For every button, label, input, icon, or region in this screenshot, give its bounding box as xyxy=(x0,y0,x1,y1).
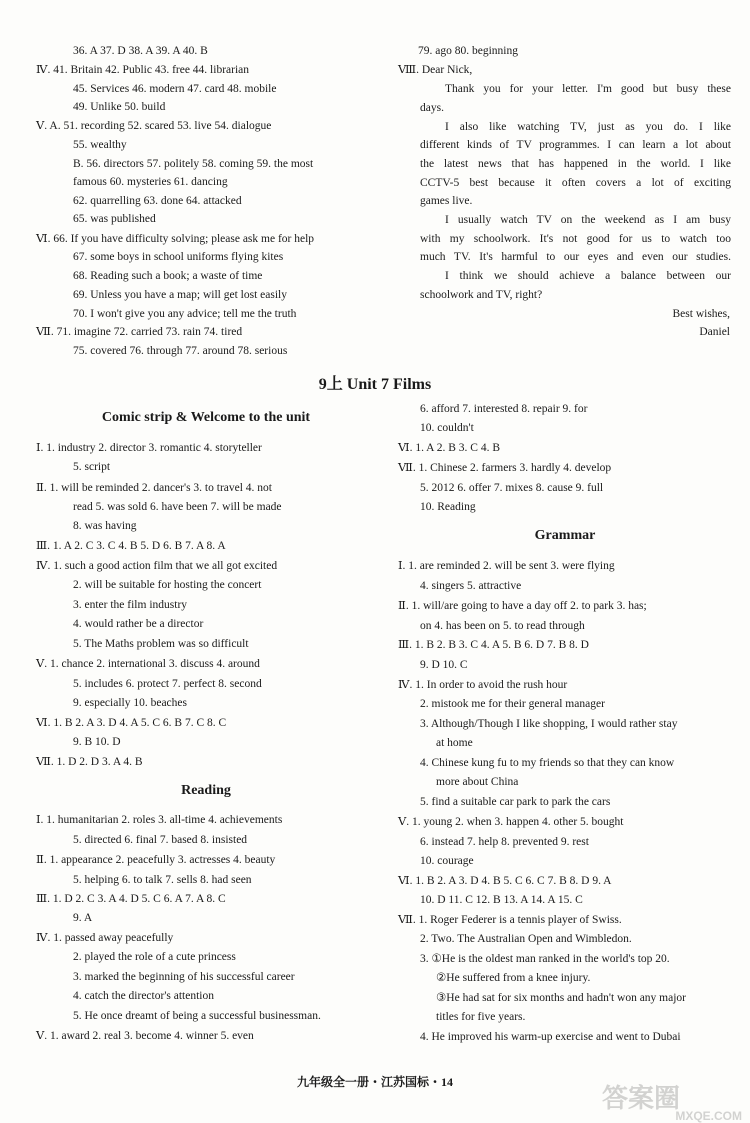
answer-line: 45. Services 46. modern 47. card 48. mobile xyxy=(73,83,277,95)
answer-line: titles for five years. xyxy=(436,1011,526,1023)
answer-line: I think we should achieve a balance between our xyxy=(445,270,731,282)
answer-line: Ⅶ. 71. imagine 72. carried 73. rain 74. tired xyxy=(36,326,243,338)
letter-closing: Best wishes, xyxy=(672,308,730,320)
answer-line: 5. find a suitable car park to park the cars xyxy=(420,796,611,808)
answer-line: Ⅶ. 1. Roger Federer is a tennis player of Swiss. xyxy=(398,914,622,926)
answer-line: days. xyxy=(420,102,444,114)
answer-line: 5. He once dreamt of being a successful businessman. xyxy=(73,1010,321,1022)
answer-line: 3. Although/Though I like shopping, I would rather stay xyxy=(420,718,678,730)
answer-line: Thank you for your letter. I'm good but busy these xyxy=(445,83,731,95)
page-footer: 九年级全一册・江苏国标・14 xyxy=(296,1075,453,1089)
answer-line: Ⅵ. 66. If you have difficulty solving; please ask me for help xyxy=(36,233,315,245)
answer-line: 49. Unlike 50. build xyxy=(73,101,166,113)
answer-line: Ⅴ. A. 51. recording 52. scared 53. live 54. dialogue xyxy=(36,120,272,132)
answer-line: 10. Reading xyxy=(420,501,476,513)
answer-line: 65. was published xyxy=(73,213,156,225)
answer-line: 69. Unless you have a map; will get lost easily xyxy=(73,289,287,301)
answer-line: 3. ①He is the oldest man ranked in the world's top 20. xyxy=(420,953,670,965)
answer-line: Ⅴ. 1. chance 2. international 3. discuss 4. around xyxy=(36,658,260,670)
answer-line: 2. will be suitable for hosting the concert xyxy=(73,579,262,591)
answer-line: Ⅶ. 1. Chinese 2. farmers 3. hardly 4. develop xyxy=(398,462,612,474)
answer-line: 6. afford 7. interested 8. repair 9. for xyxy=(420,403,588,415)
section-title-reading: Reading xyxy=(181,783,231,798)
answer-line: schoolwork and TV, right? xyxy=(420,289,543,301)
answer-line: 3. enter the film industry xyxy=(73,599,188,611)
answer-line: Ⅲ. 1. A 2. C 3. C 4. B 5. D 6. B 7. A 8. A xyxy=(36,540,226,552)
answer-line: Ⅱ. 1. will/are going to have a day off 2. to park 3. has; xyxy=(398,600,647,612)
answer-line: Ⅱ. 1. appearance 2. peacefully 3. actresses 4. beauty xyxy=(36,854,276,866)
answer-line: 4. Chinese kung fu to my friends so that they can know xyxy=(420,757,675,769)
answer-line: Ⅳ. 1. such a good action film that we all got excited xyxy=(36,560,278,572)
answer-line: 10. D 11. C 12. B 13. A 14. A 15. C xyxy=(420,894,583,906)
answer-line: 2. played the role of a cute princess xyxy=(73,951,236,963)
answer-line: Ⅲ. 1. B 2. B 3. C 4. A 5. B 6. D 7. B 8. D xyxy=(398,639,589,651)
answer-line: ③He had sat for six months and hadn't won any major xyxy=(436,992,687,1004)
answer-line: famous 60. mysteries 61. dancing xyxy=(73,176,228,188)
answer-line: ②He suffered from a knee injury. xyxy=(436,972,591,984)
answer-line: Ⅵ. 1. B 2. A 3. D 4. B 5. C 6. C 7. B 8. D 9. A xyxy=(398,875,612,887)
letter-signature: Daniel xyxy=(699,326,730,338)
answer-line: I also like watching TV, just as you do. I like xyxy=(445,121,731,133)
answer-line: 62. quarrelling 63. done 64. attacked xyxy=(73,195,242,207)
answer-line: 79. ago 80. beginning xyxy=(418,45,518,57)
answer-line: Ⅰ. 1. humanitarian 2. roles 3. all-time 4. achievements xyxy=(36,814,283,826)
answer-line: Ⅵ. 1. A 2. B 3. C 4. B xyxy=(398,442,500,454)
answer-line: read 5. was sold 6. have been 7. will be made xyxy=(73,501,282,513)
answer-line: 70. I won't give you any advice; tell me the truth xyxy=(73,308,297,320)
answer-line: different kinds of TV programmes. I can learn a lot about xyxy=(420,139,731,151)
section-title-grammar: Grammar xyxy=(534,528,596,543)
answer-line: 75. covered 76. through 77. around 78. serious xyxy=(73,345,288,357)
watermark-text: 答案圈 xyxy=(602,1083,681,1113)
answer-line: Ⅴ. 1. young 2. when 3. happen 4. other 5. bought xyxy=(398,816,624,828)
section-title-comic-strip: Comic strip & Welcome to the unit xyxy=(101,410,311,425)
answer-line: 5. helping 6. to talk 7. sells 8. had seen xyxy=(73,874,252,886)
answer-line: B. 56. directors 57. politely 58. coming 59. the most xyxy=(73,158,314,170)
answer-line: Ⅰ. 1. industry 2. director 3. romantic 4. storyteller xyxy=(36,442,262,454)
watermark-url: MXQE.COM xyxy=(675,1109,742,1123)
answer-line: games live. xyxy=(420,195,473,207)
answer-line: 5. The Maths problem was so difficult xyxy=(73,638,249,650)
answer-line: 4. catch the director's attention xyxy=(73,990,214,1002)
answer-line: 4. He improved his warm-up exercise and went to Dubai xyxy=(420,1031,681,1043)
answer-line: 68. Reading such a book; a waste of time xyxy=(73,270,263,282)
answer-line: 67. some boys in school uniforms flying kites xyxy=(73,251,284,263)
answer-line: 3. marked the beginning of his successful career xyxy=(73,971,295,983)
answer-line: 4. singers 5. attractive xyxy=(420,580,522,592)
answer-line: Ⅶ. 1. D 2. D 3. A 4. B xyxy=(36,756,143,768)
answer-line: 5. 2012 6. offer 7. mixes 8. cause 9. full xyxy=(420,482,604,494)
unit-title: 9上 Unit 7 Films xyxy=(318,376,432,393)
answer-line: 8. was having xyxy=(73,520,137,532)
answer-line: 9. D 10. C xyxy=(420,659,468,671)
watermark-logo xyxy=(602,1078,742,1123)
answer-line: with my schoolwork. It's not good for us to watch too xyxy=(420,233,731,245)
answer-line: Ⅷ. Dear Nick, xyxy=(398,64,473,76)
answer-line: 5. directed 6. final 7. based 8. insisted xyxy=(73,834,248,846)
answer-line: Ⅲ. 1. D 2. C 3. A 4. D 5. C 6. A 7. A 8. C xyxy=(36,893,226,905)
answer-line: 5. script xyxy=(73,461,111,473)
answer-line: Ⅱ. 1. will be reminded 2. dancer's 3. to travel 4. not xyxy=(36,482,272,494)
answer-line: at home xyxy=(436,737,473,749)
answer-line: 5. includes 6. protect 7. perfect 8. second xyxy=(73,678,262,690)
answer-line: 10. courage xyxy=(420,855,474,867)
answer-line: 55. wealthy xyxy=(73,139,127,151)
answer-line: 6. instead 7. help 8. prevented 9. rest xyxy=(420,836,589,848)
answer-line: much TV. It's harmful to our eyes and even our studies. xyxy=(420,251,731,263)
answer-line: Ⅴ. 1. award 2. real 3. become 4. winner 5. even xyxy=(36,1030,254,1042)
answer-line: 9. B 10. D xyxy=(73,736,121,748)
answer-line: I usually watch TV on the weekend as I am busy xyxy=(445,214,731,226)
answer-line: 10. couldn't xyxy=(420,422,474,434)
answer-line: 36. A 37. D 38. A 39. A 40. B xyxy=(73,45,208,57)
answer-line: 9. especially 10. beaches xyxy=(73,697,187,709)
answer-line: 2. Two. The Australian Open and Wimbledon. xyxy=(420,933,632,945)
answer-line: Ⅰ. 1. are reminded 2. will be sent 3. were flying xyxy=(398,560,615,572)
answer-line: 4. would rather be a director xyxy=(73,618,204,630)
answer-line: CCTV-5 best because it often covers a lot of exciting xyxy=(420,177,731,189)
answer-line: more about China xyxy=(436,776,519,788)
answer-line: Ⅳ. 1. In order to avoid the rush hour xyxy=(398,679,568,691)
answer-line: on 4. has been on 5. to read through xyxy=(420,620,585,632)
answer-line: 2. mistook me for their general manager xyxy=(420,698,605,710)
answer-line: Ⅳ. 41. Britain 42. Public 43. free 44. librarian xyxy=(36,64,250,76)
answer-line: 9. A xyxy=(73,912,93,924)
answer-line: the latest news that has happened in the world. I like xyxy=(420,158,731,170)
answer-line: Ⅵ. 1. B 2. A 3. D 4. A 5. C 6. B 7. C 8. C xyxy=(36,717,227,729)
answer-line: Ⅳ. 1. passed away peacefully xyxy=(36,932,174,944)
